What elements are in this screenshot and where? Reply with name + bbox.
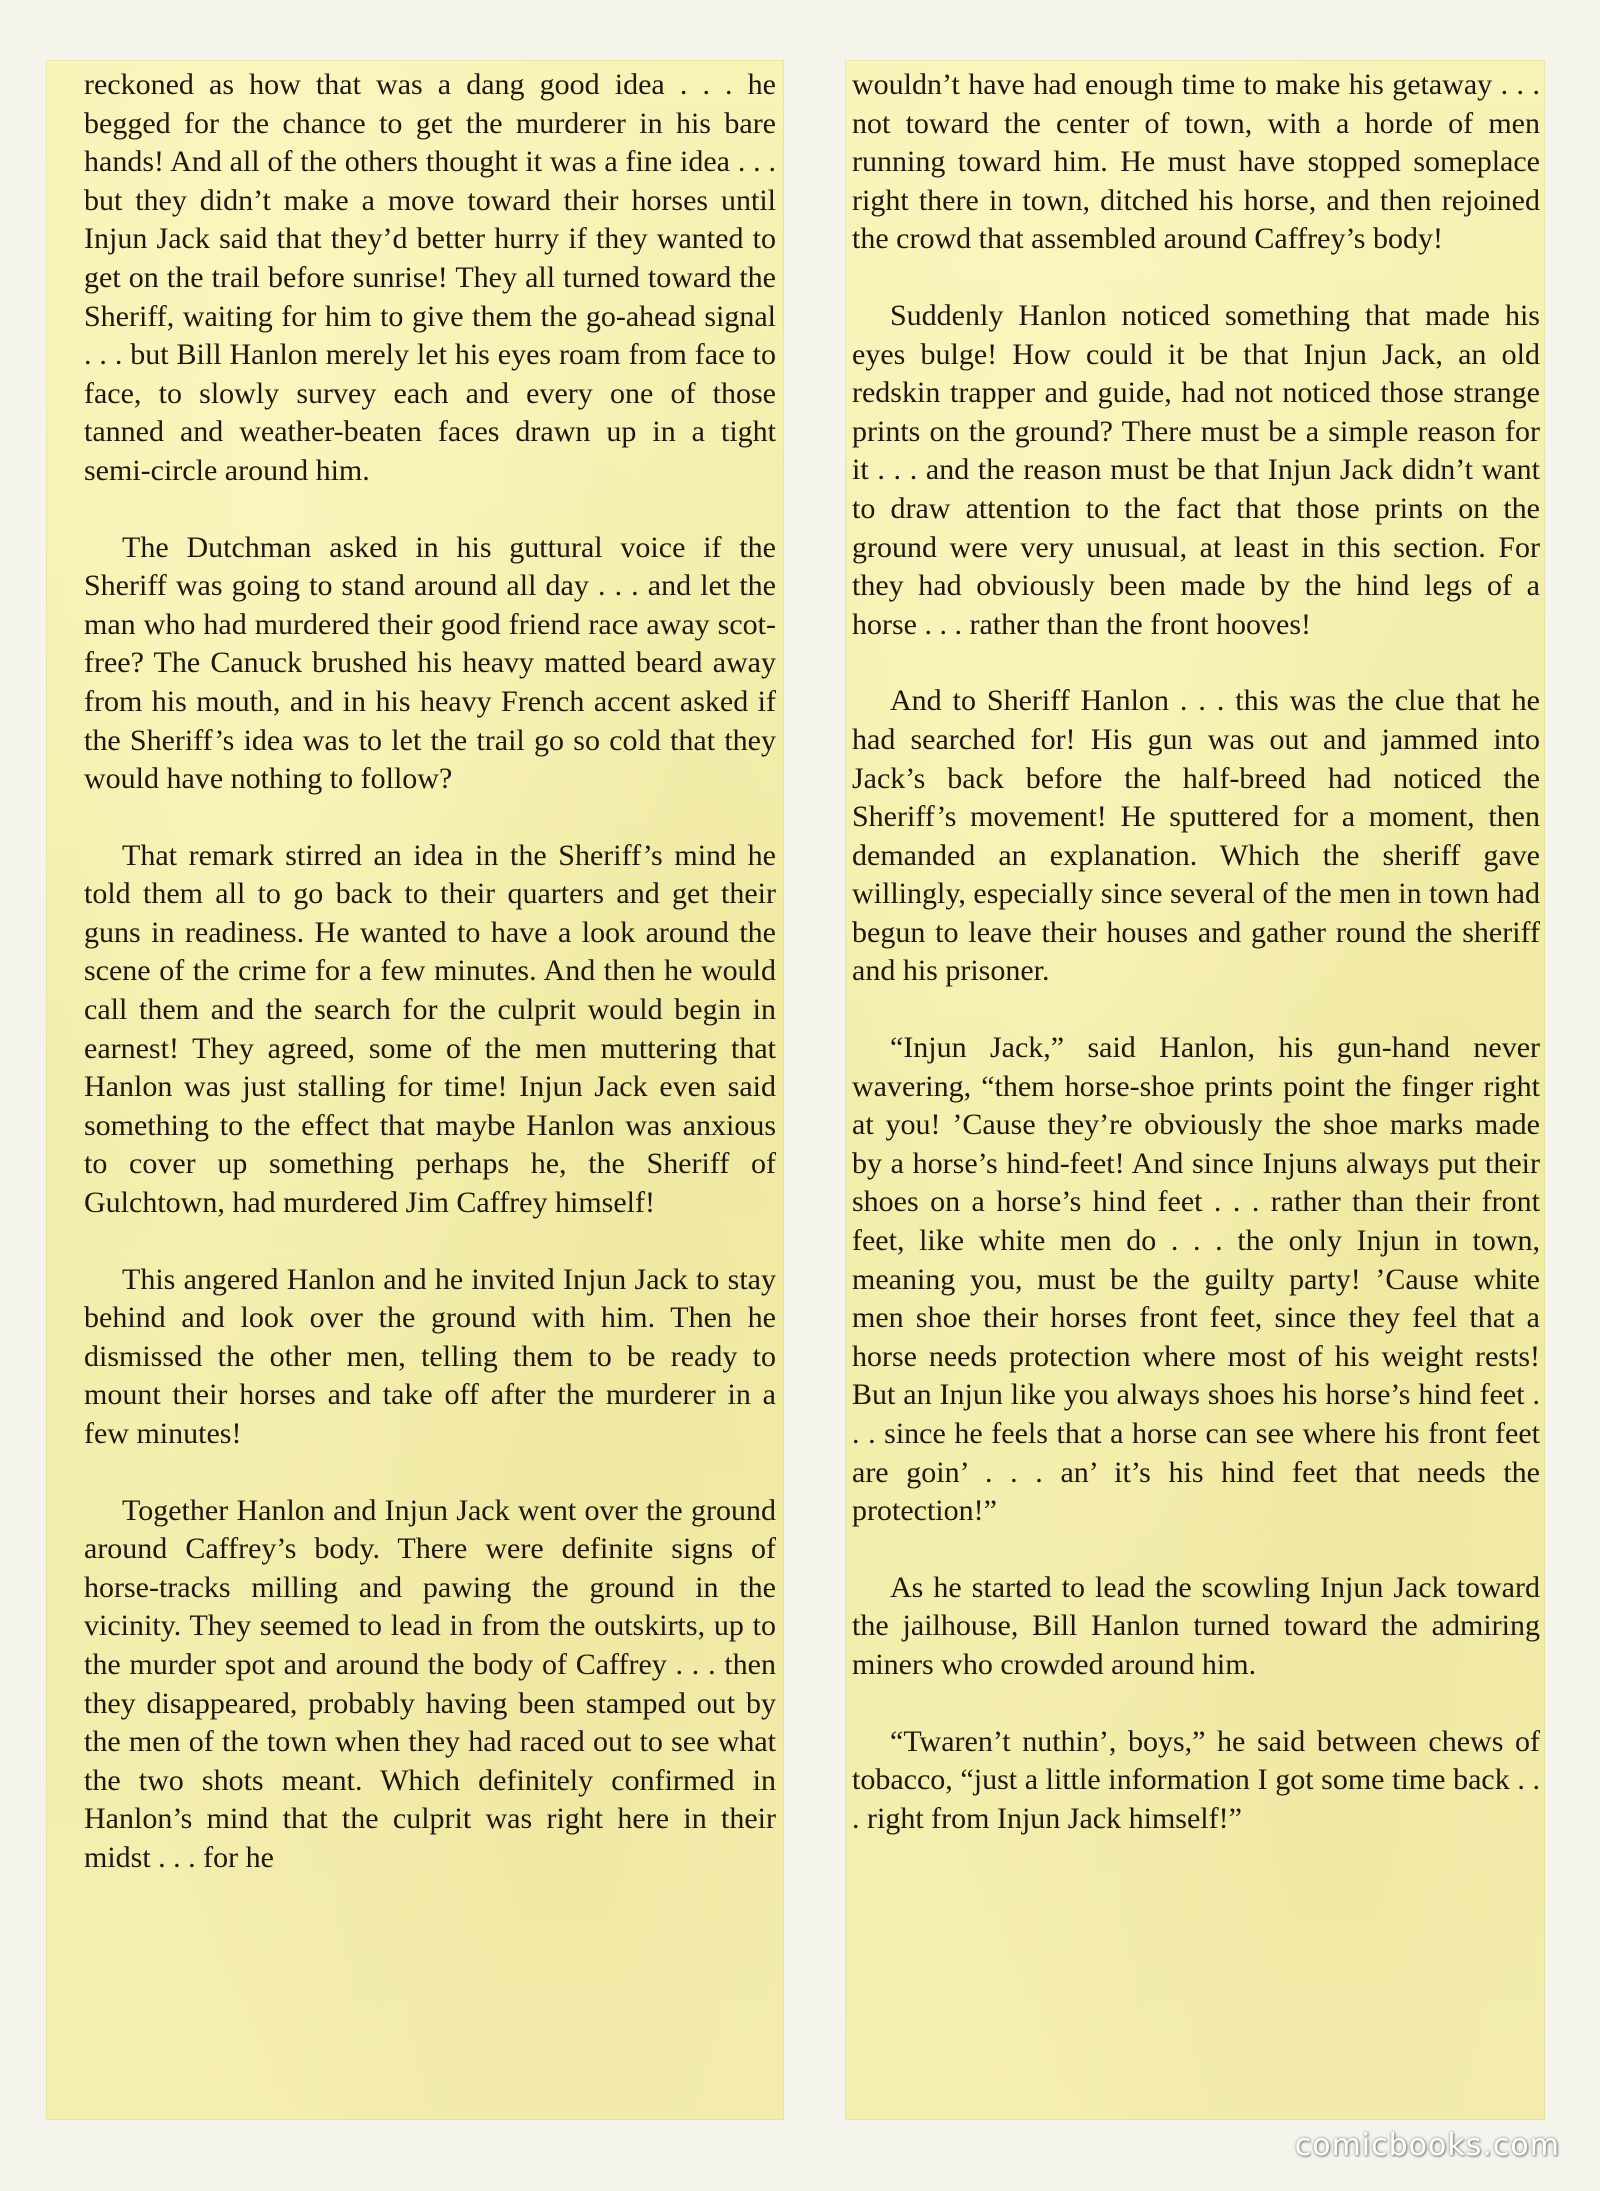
right-paragraph-2: Suddenly Hanlon noticed something that made his eyes bulge! How could it be that Injun Jack, an old redskin trapper and guide, had not noticed those strange prints on the ground? There must be a simple reason for it . . . and the reason must be that Injun Jack didn’t want to draw attention to the fact that those prints on the ground were very unusual, at least in this section. For they had obviously been made by the hind legs of a horse . . . rather than the front hooves! bbox=[852, 298, 1540, 641]
right-paragraph-3: And to Sheriff Hanlon . . . this was the clue that he had searched for! His gun was out and jammed into Jack’s back before the half-breed had noticed the Sheriff’s movement! He sputtered for a moment, then demanded an explanation. Which the sheriff gave willingly, especially since several of the men in town had begun to leave their houses and gather round the sheriff and his prisoner. bbox=[852, 684, 1540, 988]
left-paragraph-1: reckoned as how that was a dang good idea . . . he begged for the chance to get the murderer in his bare hands! And all of the others thought it was a fine idea . . . but they didn’t make a move toward their horses until Injun Jack said that they’d better hurry if they wanted to get on the trail before sunrise! They all turned toward the Sheriff, waiting for him to give them the go-ahead signal . . . but Bill Hanlon merely let his eyes roam from face to face, to slowly survey each and every one of those tanned and weather-beaten faces drawn up in a tight semi-circle around him. bbox=[84, 68, 776, 487]
left-column bbox=[84, 66, 776, 1878]
right-paragraph-1: wouldn’t have had enough time to make his getaway . . . not toward the center of town, with a horde of men running toward him. He must have stopped someplace right there in town, ditched his horse, and then rejoined the crowd that assembled around Caffrey’s body! bbox=[852, 68, 1540, 256]
left-paragraph-3: That remark stirred an idea in the Sheriff’s mind he told them all to go back to their quarters and get their guns in readiness. He wanted to have a look around the scene of the crime for a few minutes. And then he would call them and the search for the culprit would begin in earnest! They agreed, some of the men muttering that Hanlon was just stalling for time! Injun Jack even said something to the effect that maybe Hanlon was anxious to cover up something perhaps he, the Sheriff of Gulchtown, had murdered Jim Caffrey himself! bbox=[84, 838, 776, 1220]
right-column bbox=[852, 66, 1540, 1838]
right-paragraph-5: As he started to lead the scowling Injun Jack toward the jailhouse, Bill Hanlon turned toward the admiring miners who crowded around him. bbox=[852, 1570, 1540, 1681]
right-paragraph-4: “Injun Jack,” said Hanlon, his gun-hand never wavering, “them horse-shoe prints point the finger right at you! ’Cause they’re obviously the shoe marks made by a horse’s hind-feet! And since Injuns always put their shoes on a horse’s hind feet . . . rather than their front feet, like white men do . . . the only Injun in town, meaning you, must be the guilty party! ’Cause white men shoe their horses front feet, since they feel that a horse needs protection where most of his weight rests! But an Injun like you always shoes his horse’s hind feet . . . since he feels that a horse can see where his front feet are goin’ . . . an’ it’s his hind feet that needs the protection!” bbox=[852, 1031, 1540, 1528]
left-paragraph-4: This angered Hanlon and he invited Injun Jack to stay behind and look over the ground with him. Then he dismissed the other men, telling them to be ready to mount their horses and take off after the murderer in a few minutes! bbox=[84, 1262, 776, 1450]
left-paragraph-5: Together Hanlon and Injun Jack went over the ground around Caffrey’s body. There were definite signs of horse-tracks milling and pawing the ground in the vicinity. They seemed to lead in from the outskirts, up to the murder spot and around the body of Caffrey . . . then they disappeared, probably having been stamped out by the men of the town when they had raced out to see what the two shots meant. Which definitely confirmed in Hanlon’s mind that the culprit was right here in their midst . . . for he bbox=[84, 1493, 776, 1874]
right-paragraph-6: “Twaren’t nuthin’, boys,” he said between chews of tobacco, “just a little information I got some time back . . . right from Injun Jack himself!” bbox=[852, 1724, 1540, 1835]
left-paragraph-2: The Dutchman asked in his guttural voice if the Sheriff was going to stand around all day . . . and let the man who had murdered their good friend race away scot-free? The Canuck brushed his heavy matted beard away from his mouth, and in his heavy French accent asked if the Sheriff’s idea was to let the trail go so cold that they would have nothing to follow? bbox=[84, 530, 776, 796]
site-watermark: comicbooks.com bbox=[1294, 2128, 1560, 2163]
